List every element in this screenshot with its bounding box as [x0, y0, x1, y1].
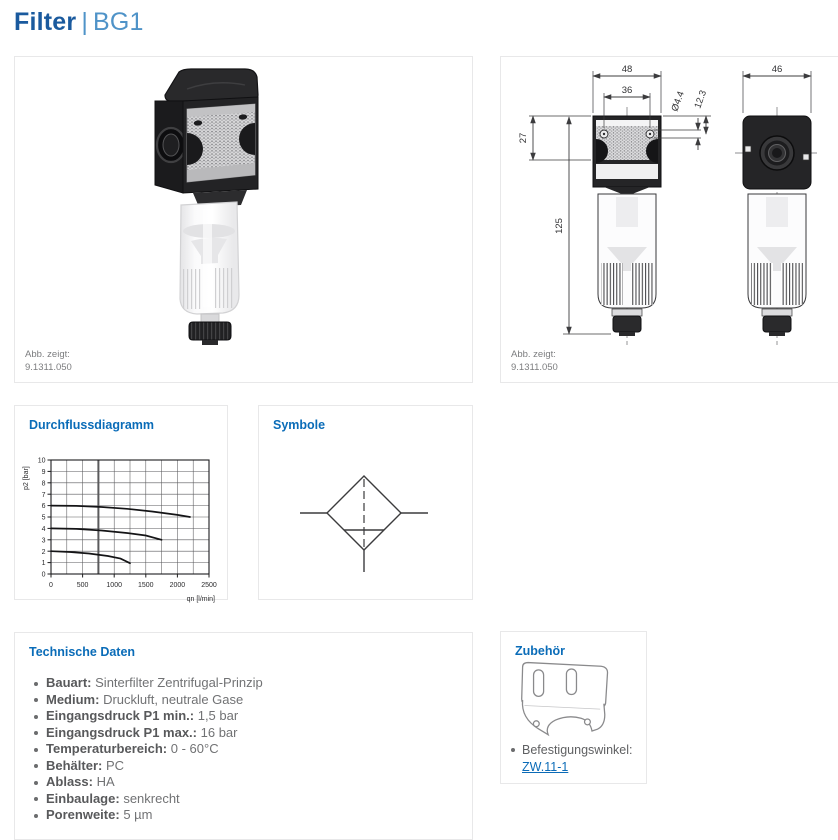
dim-width-inner-label: 36: [621, 85, 633, 96]
technical-data-list: [34, 675, 472, 824]
svg-text:1000: 1000: [106, 582, 122, 589]
tech-item-label: Ablass:: [46, 774, 93, 789]
tech-item-label: Bauart:: [46, 675, 92, 690]
flow-diagram-chart: [21, 452, 221, 604]
tech-item: [34, 741, 472, 758]
svg-text:5: 5: [41, 514, 46, 522]
dim-side-width-label: 46: [771, 64, 783, 75]
tech-item-label: Temperaturbereich:: [46, 741, 168, 756]
dim-width-outer-label: 48: [621, 64, 633, 75]
filter-symbol: [259, 406, 472, 599]
tech-item-label: Einbaulage:: [46, 790, 120, 806]
page-title-separator: |: [81, 8, 89, 36]
tech-item: [34, 725, 472, 742]
tech-item-value: Sinterfilter Zentrifugal-Prinzip: [95, 675, 263, 690]
tech-item-value: Druckluft, neutrale Gase: [103, 691, 244, 707]
photo-caption-line2: 9.1311.050: [25, 362, 72, 373]
svg-text:1: 1: [41, 560, 46, 568]
technical-data-panel: [14, 632, 473, 840]
accessory-link[interactable]: ZW.11-1: [522, 760, 569, 774]
symbol-heading: Symbole: [273, 418, 326, 432]
tech-item: [34, 675, 472, 692]
tech-item: [34, 807, 472, 824]
page-title-product: Filter: [14, 8, 77, 36]
svg-text:1500: 1500: [138, 582, 154, 589]
tech-item-value: PC: [105, 757, 125, 773]
tech-item-value: HA: [96, 774, 115, 789]
accessory-label: Befestigungswinkel:: [522, 743, 633, 757]
tech-item-value: 0 - 60°C: [170, 741, 219, 756]
dim-hole-dia-label: Ø4.4: [669, 89, 687, 114]
flow-diagram-panel: [14, 405, 228, 603]
tech-item-value: 1,5 bar: [197, 708, 239, 723]
product-photo-panel: [14, 56, 473, 383]
tech-item-value: senkrecht: [123, 790, 180, 806]
technical-data-heading: Technische Daten: [29, 645, 136, 659]
svg-text:8: 8: [41, 480, 46, 488]
drawing-caption-line1: Abb. zeigt:: [511, 349, 556, 360]
svg-text:6: 6: [41, 503, 46, 511]
svg-text:9: 9: [41, 469, 46, 476]
svg-text:3: 3: [41, 537, 46, 545]
flow-diagram-heading: Durchflussdiagramm: [29, 418, 155, 432]
tech-item-value: 5 µm: [123, 807, 153, 822]
svg-text:2000: 2000: [169, 582, 186, 589]
tech-item-label: Medium:: [46, 691, 100, 707]
photo-drain-knob: [189, 322, 231, 340]
dim-head-height-label: 27: [518, 132, 529, 144]
page-title-series: BG1: [93, 8, 144, 36]
svg-text:0: 0: [49, 582, 53, 589]
svg-text:0: 0: [41, 571, 46, 579]
svg-text:2500: 2500: [201, 582, 217, 589]
drawing-caption-line2: 9.1311.050: [511, 362, 558, 373]
photo-caption-line1: Abb. zeigt:: [25, 349, 70, 360]
photo-drain-stem: [201, 314, 219, 322]
photo-caption: [25, 348, 72, 374]
dim-total-height-label: 125: [554, 218, 565, 234]
page-title: [14, 8, 144, 37]
drawing-caption: [511, 348, 558, 374]
accessories-heading: Zubehör: [515, 644, 565, 658]
tech-item: [34, 791, 472, 808]
svg-text:10: 10: [37, 457, 46, 465]
dimension-drawing: [501, 57, 838, 382]
svg-text:qn [l/min]: qn [l/min]: [186, 596, 215, 603]
tech-item: [34, 758, 472, 775]
svg-text:2: 2: [41, 548, 46, 556]
tech-item: [34, 692, 472, 709]
svg-text:500: 500: [76, 582, 89, 589]
product-photo-image: [15, 57, 472, 382]
tech-item-label: Eingangsdruck P1 max.:: [46, 724, 197, 740]
tech-item-label: Eingangsdruck P1 min.:: [46, 708, 195, 723]
dim-hole-offset-label: 12.3: [692, 88, 710, 111]
accessories-panel: [500, 631, 647, 784]
tech-item: [34, 708, 472, 725]
dimension-drawing-panel: [500, 56, 838, 383]
symbol-panel: [258, 405, 473, 600]
mounting-bracket-image: [506, 658, 636, 742]
svg-text:4: 4: [41, 526, 46, 533]
svg-text:7: 7: [41, 491, 46, 499]
tech-item-label: Behälter:: [46, 757, 103, 773]
front-view: [518, 64, 711, 345]
side-view: [735, 64, 819, 345]
tech-item-label: Porenweite:: [46, 807, 120, 822]
accessory-item: [511, 742, 632, 776]
tech-item: [34, 774, 472, 791]
tech-item-value: 16 bar: [200, 724, 238, 740]
svg-text:p2 [bar]: p2 [bar]: [23, 466, 30, 490]
